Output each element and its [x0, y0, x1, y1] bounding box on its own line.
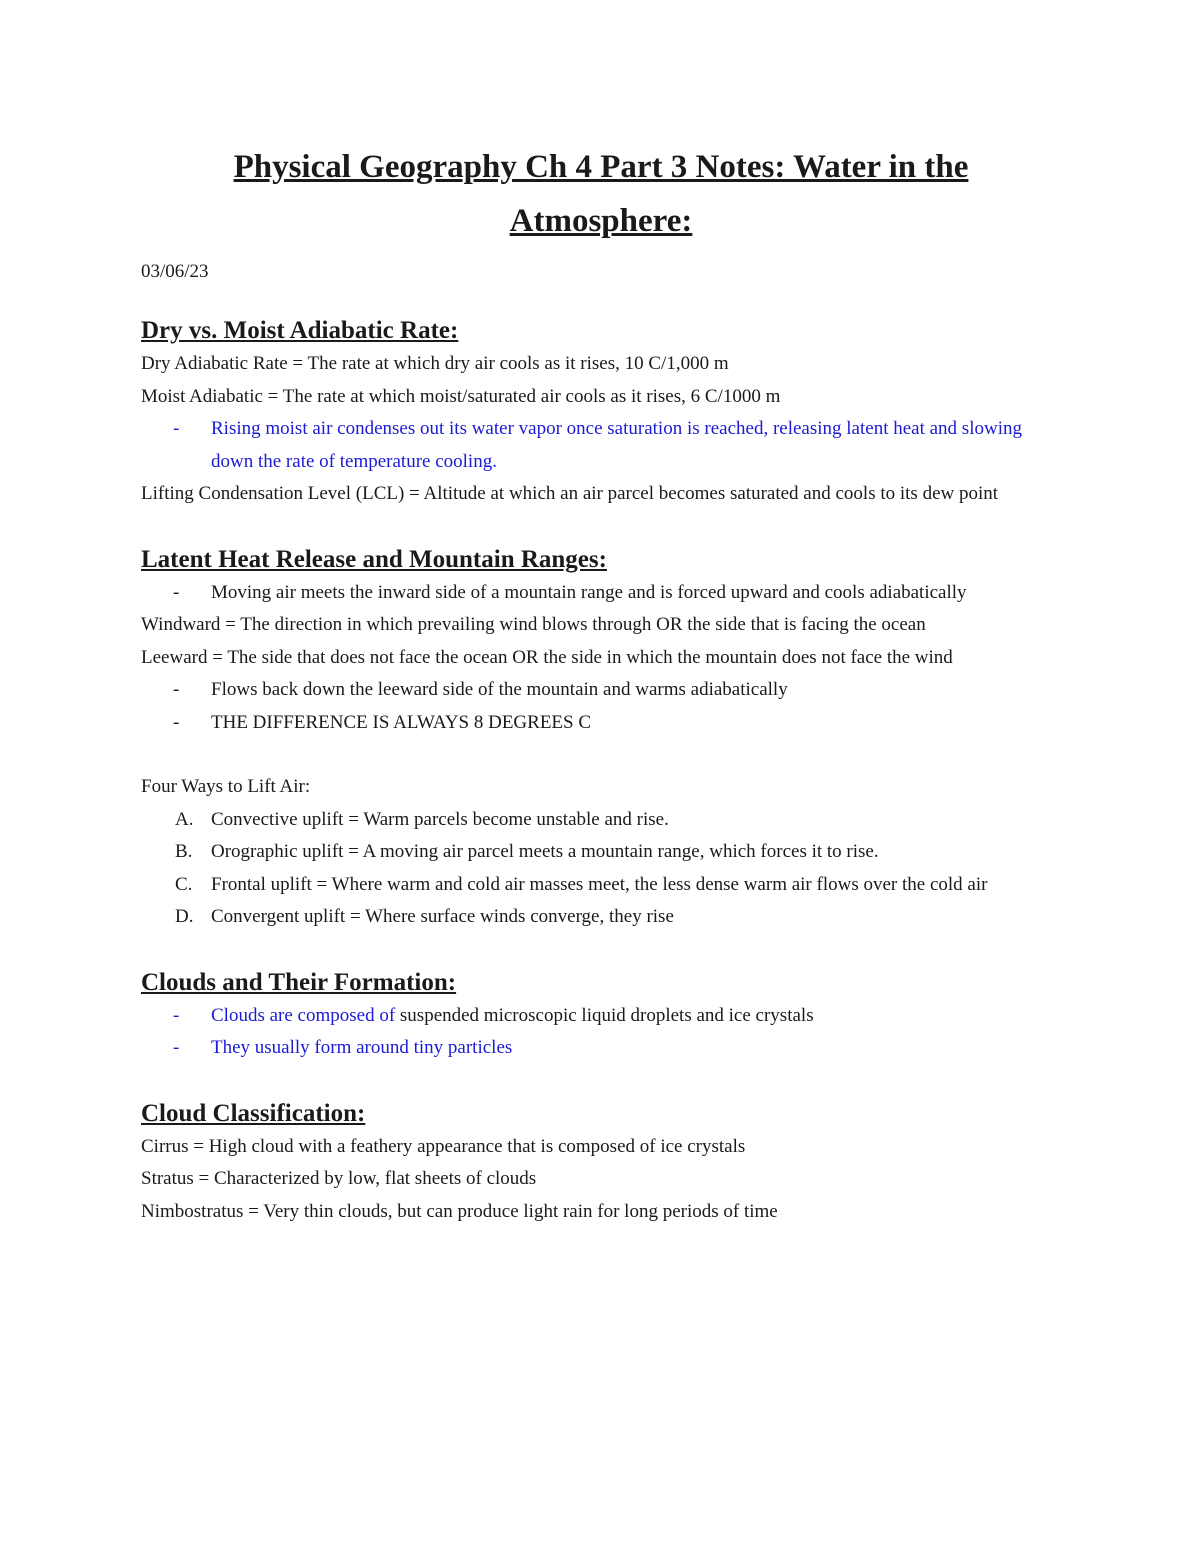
lcl-line: Lifting Condensation Level (LCL) = Altitude at which an air parcel becomes saturated and cools to its dew point: [141, 483, 999, 504]
bullet-marker: -: [173, 1037, 180, 1058]
list-text: Orographic uplift = A moving air parcel meets a mountain range, which forces it to rise.: [211, 841, 879, 862]
list-item: [141, 901, 1061, 934]
bullet-item: [141, 577, 1061, 610]
bullet-text-blue: Clouds are composed of: [211, 1004, 396, 1026]
list-text: Frontal uplift = Where warm and cold air masses meet, the less dense warm air flows over the cold air: [211, 873, 988, 895]
bullet-marker: -: [173, 418, 180, 439]
nimbostratus-line: Nimbostratus = Very thin clouds, but can produce light rain for long periods of time: [141, 1200, 778, 1222]
bullet-text: THE DIFFERENCE IS ALWAYS 8 DEGREES C: [211, 711, 592, 733]
list-item: [141, 836, 1061, 869]
section-heading-clouds: Clouds and Their Formation:: [141, 968, 457, 996]
leeward-line: Leeward = The side that does not face the ocean OR the side in which the mountain does not face the wind: [141, 646, 953, 668]
dry-adiabatic-line: Dry Adiabatic Rate = The rate at which dry air cools as it rises, 10 C/1,000 m: [141, 353, 729, 374]
bullet-text: Moving air meets the inward side of a mountain range and is forced upward and cools adiabatically: [211, 581, 967, 603]
list-text: Convective uplift = Warm parcels become unstable and rise.: [211, 808, 669, 830]
section-heading-mountains: Latent Heat Release and Mountain Ranges:: [141, 545, 607, 573]
bullet-marker: -: [173, 1004, 180, 1026]
section-heading-adiabatic: Dry vs. Moist Adiabatic Rate:: [141, 317, 459, 344]
moist-adiabatic-line: Moist Adiabatic = The rate at which moist/saturated air cools as it rises, 6 C/1000 m: [141, 385, 781, 407]
bullet-marker: -: [173, 711, 180, 733]
windward-line: Windward = The direction in which prevailing wind blows through OR the side that is facing the ocean: [141, 614, 926, 635]
bullet-marker: -: [173, 581, 180, 603]
list-letter: A.: [175, 808, 194, 830]
section-heading-classification: Cloud Classification:: [141, 1099, 366, 1127]
list-letter: C.: [175, 873, 193, 895]
bullet-text: Flows back down the leeward side of the mountain and warms adiabatically: [211, 679, 788, 700]
stratus-line: Stratus = Characterized by low, flat sheets of clouds: [141, 1168, 537, 1189]
bullet-item: [141, 1032, 1061, 1065]
cirrus-line: Cirrus = High cloud with a feathery appearance that is composed of ice crystals: [141, 1135, 746, 1157]
document-page: [141, 140, 1061, 1228]
bullet-text: suspended microscopic liquid droplets and ice crystals: [395, 1004, 814, 1026]
bullet-item: [141, 707, 1061, 740]
list-item: [141, 869, 1061, 902]
bullet-item: [141, 1000, 1061, 1033]
list-letter: D.: [175, 906, 194, 927]
bullet-text: They usually form around tiny particles: [211, 1037, 513, 1058]
document-title: Physical Geography Ch 4 Part 3 Notes: Water in the Atmosphere:: [233, 149, 969, 239]
bullet-item: [141, 674, 1061, 707]
list-text: Convergent uplift = Where surface winds converge, they rise: [211, 906, 674, 927]
lift-heading: Four Ways to Lift Air:: [141, 776, 311, 797]
list-item: [141, 804, 1061, 837]
list-letter: B.: [175, 841, 193, 862]
bullet-text: Rising moist air condenses out its water vapor once saturation is reached, releasing latent heat and slowing down the rate of temperature cooling.: [211, 418, 1022, 472]
bullet-marker: -: [173, 679, 180, 700]
bullet-item: [141, 413, 1061, 478]
document-date: 03/06/23: [141, 261, 209, 282]
